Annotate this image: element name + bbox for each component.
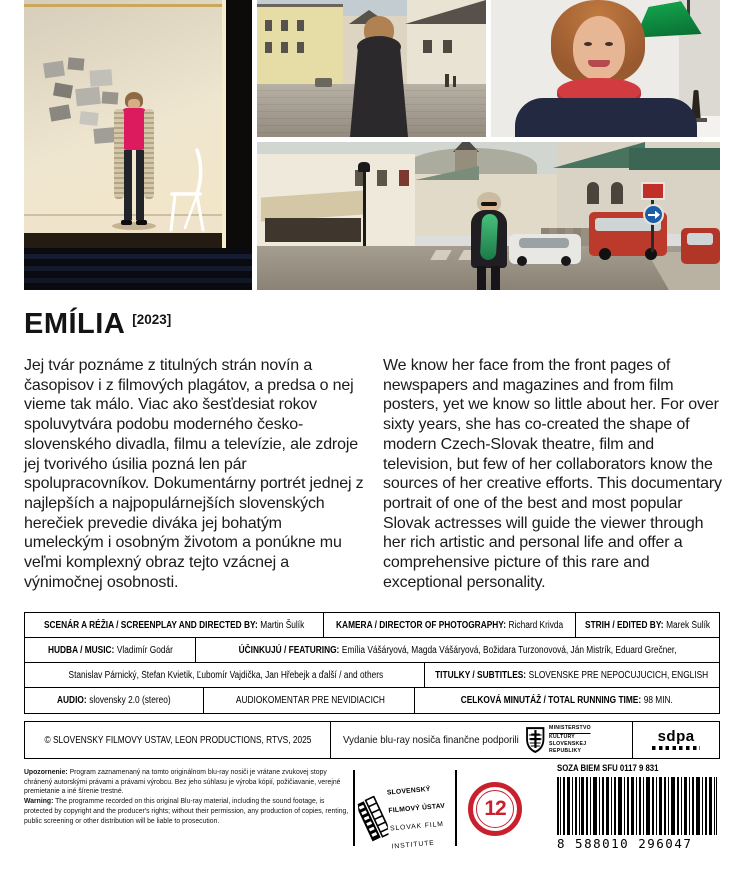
window [443, 40, 452, 53]
copyright-text: © SLOVENSKÝ FILMOVÝ ÚSTAV, LEON PRODUCTIONS, RTVS, 2025 [44, 734, 312, 746]
filmstrip-icon [357, 795, 389, 843]
window [281, 20, 288, 31]
lamp-head [358, 162, 370, 172]
pinned-photo [68, 57, 85, 70]
window [423, 40, 432, 53]
pinned-photo [43, 61, 65, 79]
seat-row [24, 278, 252, 283]
copyright-cell [25, 722, 330, 758]
window [399, 170, 409, 186]
credit-audio: AUDIO: slovensky 2.0 (stereo) [57, 694, 171, 706]
footer-table [24, 721, 720, 759]
wheel [561, 256, 571, 266]
wheel [517, 256, 527, 266]
arrow-bar [648, 214, 656, 217]
legal-sk-label: Upozornenie: [24, 767, 68, 776]
footer-divider [353, 770, 355, 846]
woman-figure [116, 92, 152, 232]
legal-sk-text: Program zaznamenaný na tomto originálnom blu-ray nosiči je vrátane zvukovej stopy chránený autorskými právami a právami výrobcu. Bez jeho súhlasu je výroba kópií, požičiavanie, verejné premietanie a iné šírenie trestné. [24, 767, 341, 796]
barcode-image [557, 777, 717, 835]
pinned-photo [75, 87, 101, 106]
eye [584, 42, 592, 46]
sdpa-dotted-underline [652, 746, 700, 750]
legal-notice [24, 767, 353, 825]
credit-camera: KAMERA / DIRECTOR OF PHOTOGRAPHY: Richard Krivda [323, 613, 575, 638]
arched-window [611, 182, 623, 204]
green-scarf [480, 214, 498, 261]
sfi-logo-text: SLOVENSKÝ FILMOVÝ ÚSTAV SLOVAK FILM INSTITUTE [386, 785, 446, 851]
window [297, 42, 304, 53]
legal-en-text: The programme recorded on this original Blu-ray material, including the sound footage, is protected by copyright and the producer's rights; without their permission, any production of copies, renting, public screening or other distribution will be liable to prosecution. [24, 796, 349, 825]
woman-cardigan-right [144, 109, 154, 199]
slovak-coat-of-arms-icon [526, 727, 546, 753]
credit-editor: STRIH / EDITED BY: Marek Šulík [575, 613, 719, 638]
seat-row [24, 266, 252, 271]
age-rating-inner-ring [476, 790, 514, 828]
stage-top-light-line [24, 4, 226, 7]
slovak-film-institute-logo [356, 776, 458, 856]
distant-pedestrian [453, 76, 456, 87]
teal-roof [629, 148, 720, 170]
synopsis-slovak: Jej tvár poznáme z titulných strán novín a časopisov i z filmových plagátov, a predsa o nej vieme tak málo. Viac ako šesťdesiat rokov spoluvytvára podobu moderného česko-slovenského divadla, filmu a televízie, ale zdroje jej tvorivého úsilia pozná len pár spolupracovníkov. Dokumentárny portrét jednej z najlepších a najpopulárnejších slovenských herečiek prevedie diváka jej bohatým umeleckým i osobným životom a ponúkne mu veľmi komplexný obraz tejto vzácnej a výnimočnej osobnosti. [24, 357, 364, 591]
smiling-lips [588, 60, 610, 67]
credits-row [24, 687, 720, 714]
photo-theatre-stage [24, 0, 252, 290]
arched-window [587, 182, 599, 204]
support-cell [330, 722, 632, 758]
sdpa-wordmark: sdpa [657, 728, 695, 746]
wheel [599, 248, 611, 260]
chair-icon [164, 148, 212, 237]
film-title: EMÍLIA [24, 308, 126, 340]
credits-row [24, 637, 720, 664]
credit-featuring-continued: Stanislav Párnický, Štefan Kvietik, Ľubomír Vajdička, Jan Hřebejk a ďalší / and others [68, 669, 384, 681]
distant-pedestrian [445, 74, 449, 87]
credit-subtitles: TITULKY / SUBTITLES: SLOVENSKÉ PRE NEPOČUJÚCICH, ENGLISH [424, 663, 719, 688]
woman-shoe [136, 220, 147, 225]
photo-portrait [491, 0, 720, 137]
photo-street-back-view [257, 0, 486, 137]
stage-black-frame [226, 0, 252, 248]
woman-leg [124, 150, 132, 220]
pinned-photo [89, 69, 112, 86]
red-car [681, 228, 720, 264]
woman-dark-coat [350, 46, 408, 137]
age-rating-badge [468, 782, 522, 836]
window [265, 42, 272, 53]
age-rating-number: 12 [484, 797, 506, 820]
woman-shoe [121, 220, 132, 225]
lamppost [363, 168, 366, 252]
credit-running-time: CELKOVÁ MINUTÁŽ / TOTAL RUNNING TIME: 98 MIN. [414, 688, 719, 713]
synopsis-english: We know her face from the front pages of newspapers and magazines and from film posters, yet we know so little about her. For over sixty years, she has co-created the shape of modern Czech-Slovak theatre, film and television, but few of her collaborators know the sources of her creative efforts. This documentary portrait of one of the best and most popular Slovak actresses will guide the viewer through her rich artistic and personal life and offer a comprehensive picture of this rare and exceptional personality. [383, 357, 722, 591]
car-window [687, 233, 713, 245]
woman-leg [477, 266, 486, 290]
navy-top-shoulders [515, 98, 697, 137]
woman-leg [491, 266, 500, 290]
window [281, 42, 288, 53]
sdpa-logo [632, 722, 719, 758]
pinned-photo [79, 111, 98, 126]
eye [605, 42, 613, 46]
arrow-head [655, 211, 660, 220]
photo-old-town-street [257, 142, 720, 290]
car-windows [519, 238, 569, 248]
film-year: [2023] [132, 312, 172, 327]
credit-audiocommentary: AUDIOKOMENTÁR PRE NEVIDIACICH [203, 688, 413, 713]
woman-cardigan-left [114, 109, 124, 199]
credits-row [24, 612, 720, 639]
blue-arrow-sign [643, 204, 664, 225]
credit-director: SCENÁR A RÉŽIA / SCREENPLAY AND DIRECTED BY: Martin Šulík [44, 619, 305, 631]
seat-row [24, 254, 252, 259]
footer-row [24, 721, 720, 759]
window [377, 170, 387, 186]
ministry-of-culture-logo [526, 725, 621, 755]
support-text: Vydanie blu-ray nosiča finančne podporili [343, 734, 520, 746]
window [265, 20, 272, 31]
credits-row [24, 662, 720, 689]
window [297, 20, 304, 31]
woman-leg [136, 150, 144, 220]
credit-music: HUDBA / MUSIC: Vladimír Godár [47, 644, 173, 656]
shop-front-shade [265, 218, 361, 242]
parked-car [315, 78, 332, 87]
sunglasses [481, 202, 497, 206]
no-entry-sign [641, 182, 665, 200]
rights-code: SOZA BIEM SFU 0117 9 831 [557, 763, 659, 774]
woman-face [573, 16, 625, 80]
woman-green-scarf-figure [469, 192, 509, 290]
title-block [24, 308, 171, 341]
credits-table [24, 612, 720, 714]
white-car [509, 234, 581, 264]
credit-featuring: ÚČINKUJÚ / FEATURING: Emília Vášáryová, Magda Vášáryová, Božidara Turzonovová, Ján Mistrík, Eduard Grečner, [195, 638, 719, 663]
barcode-number: 8 588010 296047 [557, 836, 693, 851]
legal-en-label: Warning: [24, 796, 54, 806]
barcode-block [557, 763, 724, 851]
woman-back-figure [350, 16, 408, 137]
ministry-text: MINISTERSTVO KULTÚRY SLOVENSKEJ REPUBLIKY [549, 725, 592, 754]
